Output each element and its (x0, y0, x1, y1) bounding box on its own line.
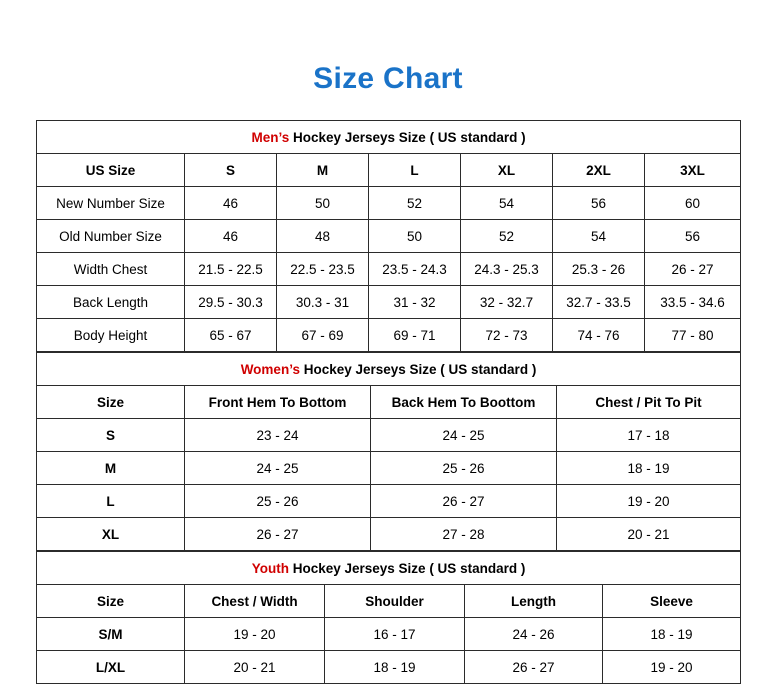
mens-r1-c6: 56 (645, 220, 741, 253)
mens-r3-c0: Back Length (37, 286, 185, 319)
womens-r1-c1: 24 - 25 (185, 452, 371, 485)
mens-r2-c2: 22.5 - 23.5 (277, 253, 369, 286)
table-row (37, 485, 741, 518)
womens-r0-c2: 24 - 25 (371, 419, 557, 452)
mens-header-rest: Hockey Jerseys Size ( US standard ) (289, 129, 526, 145)
mens-section-header (37, 121, 741, 154)
mens-col-5: 2XL (553, 154, 645, 187)
mens-col-6: 3XL (645, 154, 741, 187)
section-header-row (37, 121, 741, 154)
womens-size-table (36, 352, 741, 551)
womens-r0-c1: 23 - 24 (185, 419, 371, 452)
youth-col-3: Length (465, 585, 603, 618)
mens-r0-c2: 50 (277, 187, 369, 220)
mens-r2-c6: 26 - 27 (645, 253, 741, 286)
youth-col-2: Shoulder (325, 585, 465, 618)
mens-col-2: M (277, 154, 369, 187)
mens-r2-c1: 21.5 - 22.5 (185, 253, 277, 286)
youth-r1-c3: 26 - 27 (465, 651, 603, 684)
mens-r0-c1: 46 (185, 187, 277, 220)
mens-col-3: L (369, 154, 461, 187)
mens-r1-c3: 50 (369, 220, 461, 253)
mens-col-4: XL (461, 154, 553, 187)
youth-col-1: Chest / Width (185, 585, 325, 618)
mens-r3-c6: 33.5 - 34.6 (645, 286, 741, 319)
mens-r4-c5: 74 - 76 (553, 319, 645, 352)
mens-r1-c5: 54 (553, 220, 645, 253)
mens-r2-c3: 23.5 - 24.3 (369, 253, 461, 286)
mens-r2-c0: Width Chest (37, 253, 185, 286)
womens-col-1: Front Hem To Bottom (185, 386, 371, 419)
womens-r2-c2: 26 - 27 (371, 485, 557, 518)
womens-r3-c3: 20 - 21 (557, 518, 741, 551)
mens-r0-c5: 56 (553, 187, 645, 220)
mens-r3-c3: 31 - 32 (369, 286, 461, 319)
table-header-row (37, 386, 741, 419)
womens-col-3: Chest / Pit To Pit (557, 386, 741, 419)
mens-r4-c6: 77 - 80 (645, 319, 741, 352)
womens-r1-c3: 18 - 19 (557, 452, 741, 485)
mens-size-table (36, 120, 741, 352)
womens-r2-c3: 19 - 20 (557, 485, 741, 518)
table-row (37, 286, 741, 319)
youth-r0-c1: 19 - 20 (185, 618, 325, 651)
youth-size-table (36, 551, 741, 684)
table-row (37, 452, 741, 485)
table-row (37, 220, 741, 253)
youth-r1-c4: 19 - 20 (603, 651, 741, 684)
youth-r0-c0: S/M (37, 618, 185, 651)
mens-r3-c1: 29.5 - 30.3 (185, 286, 277, 319)
table-row (37, 651, 741, 684)
youth-col-4: Sleeve (603, 585, 741, 618)
mens-r3-c2: 30.3 - 31 (277, 286, 369, 319)
womens-header-highlight: Women’s (240, 361, 300, 377)
table-row (37, 319, 741, 352)
mens-r0-c6: 60 (645, 187, 741, 220)
womens-col-2: Back Hem To Boottom (371, 386, 557, 419)
womens-r0-c3: 17 - 18 (557, 419, 741, 452)
youth-header-rest: Hockey Jerseys Size ( US standard ) (288, 560, 526, 576)
table-row (37, 253, 741, 286)
mens-r4-c3: 69 - 71 (369, 319, 461, 352)
youth-section-header (37, 552, 741, 585)
womens-r2-c1: 25 - 26 (185, 485, 371, 518)
table-row (37, 618, 741, 651)
mens-r0-c0: New Number Size (37, 187, 185, 220)
mens-header-highlight: Men’s (251, 129, 290, 145)
table-header-row (37, 585, 741, 618)
mens-r0-c3: 52 (369, 187, 461, 220)
womens-r1-c0: M (37, 452, 185, 485)
mens-r1-c0: Old Number Size (37, 220, 185, 253)
youth-r1-c2: 18 - 19 (325, 651, 465, 684)
youth-r0-c2: 16 - 17 (325, 618, 465, 651)
womens-col-0: Size (37, 386, 185, 419)
table-header-row (37, 154, 741, 187)
mens-r4-c2: 67 - 69 (277, 319, 369, 352)
youth-r1-c1: 20 - 21 (185, 651, 325, 684)
mens-r4-c4: 72 - 73 (461, 319, 553, 352)
womens-r3-c2: 27 - 28 (371, 518, 557, 551)
mens-r0-c4: 54 (461, 187, 553, 220)
womens-header-rest: Hockey Jerseys Size ( US standard ) (299, 361, 537, 377)
womens-section-header (37, 353, 741, 386)
mens-r1-c4: 52 (461, 220, 553, 253)
section-header-row (37, 552, 741, 585)
mens-r3-c5: 32.7 - 33.5 (553, 286, 645, 319)
size-chart-container (36, 120, 740, 684)
mens-r1-c2: 48 (277, 220, 369, 253)
womens-r1-c2: 25 - 26 (371, 452, 557, 485)
mens-r4-c0: Body Height (37, 319, 185, 352)
table-row (37, 518, 741, 551)
womens-r2-c0: L (37, 485, 185, 518)
mens-r4-c1: 65 - 67 (185, 319, 277, 352)
table-row (37, 419, 741, 452)
youth-r0-c3: 24 - 26 (465, 618, 603, 651)
section-header-row (37, 353, 741, 386)
mens-r2-c4: 24.3 - 25.3 (461, 253, 553, 286)
mens-r1-c1: 46 (185, 220, 277, 253)
womens-r3-c0: XL (37, 518, 185, 551)
mens-r3-c4: 32 - 32.7 (461, 286, 553, 319)
youth-r0-c4: 18 - 19 (603, 618, 741, 651)
mens-col-0: US Size (37, 154, 185, 187)
mens-r2-c5: 25.3 - 26 (553, 253, 645, 286)
youth-col-0: Size (37, 585, 185, 618)
womens-r3-c1: 26 - 27 (185, 518, 371, 551)
youth-header-highlight: Youth (251, 560, 289, 576)
mens-col-1: S (185, 154, 277, 187)
youth-r1-c0: L/XL (37, 651, 185, 684)
womens-r0-c0: S (37, 419, 185, 452)
page-title: Size Chart (313, 62, 463, 95)
table-row (37, 187, 741, 220)
